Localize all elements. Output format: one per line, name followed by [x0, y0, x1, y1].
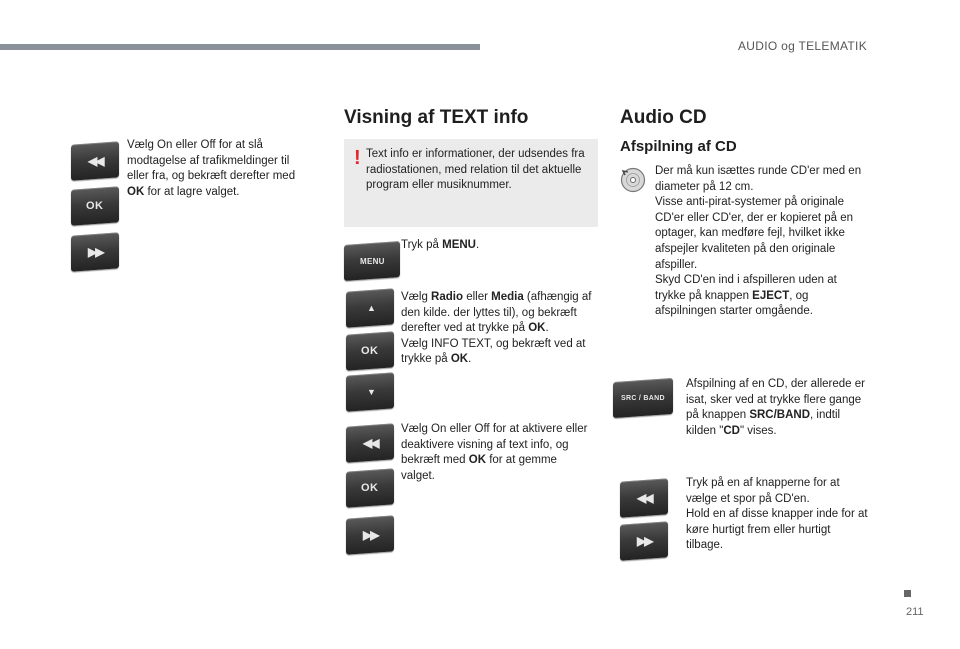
- info-note: [344, 139, 598, 227]
- src-band-label: SRC / BAND: [621, 394, 665, 402]
- cd-source-paragraph: Afspilning af en CD, der allerede er isat, sker ved at trykke flere gange på knappen SRC/BAND, indtil kilden "CD" vises.: [686, 378, 865, 437]
- arrow-up-icon: ▲: [366, 303, 374, 314]
- ok-label: OK: [86, 200, 104, 212]
- fast-forward-icon: ▶▶: [87, 245, 103, 259]
- fast-forward-icon: ▶▶: [636, 534, 652, 548]
- cd-info-paragraph: Der må kun isættes runde CD'er med en diameter på 12 cm. Visse anti-pirat-systemer på originale CD'er eller CD'er, der er kopieret på en optager, kan medføre fejl, hvilket ikke afspejler kvaliteten på den originale afspiller. Skyd CD'en ind i afspilleren uden at trykke på knappen EJECT, og afspilningen starter omgående.: [655, 165, 862, 318]
- next-button[interactable]: [71, 232, 119, 271]
- header-bar: [0, 44, 480, 50]
- play-cd-subtitle: Afspilning af CD: [620, 138, 737, 155]
- page-marker: [904, 590, 911, 597]
- prev-button[interactable]: [71, 141, 119, 180]
- fast-forward-icon: ▶▶: [362, 528, 378, 542]
- text-info-title: Visning af TEXT info: [344, 107, 529, 128]
- arrow-down-icon: ▼: [366, 387, 374, 398]
- menu-label: MENU: [359, 256, 385, 266]
- ok-label: OK: [361, 482, 379, 494]
- down-button[interactable]: [346, 372, 394, 411]
- prev-button-2[interactable]: [346, 423, 394, 462]
- prev-track-button[interactable]: [620, 478, 668, 517]
- rewind-icon: ◀◀: [636, 491, 652, 505]
- traffic-instruction: Vælg On eller Off for at slå modtagelse af trafikmeldinger til eller fra, og bekræft derefter med OK for at lagre valget.: [127, 139, 296, 198]
- ok-button[interactable]: [71, 186, 119, 225]
- note-text: Text info er informationer, der udsendes fra radiostationen, med relation til det aktuelle program eller musiknummer.: [366, 148, 585, 192]
- up-button[interactable]: [346, 288, 394, 327]
- audio-cd-title: Audio CD: [620, 107, 707, 128]
- ok-button-2[interactable]: [346, 331, 394, 370]
- ok-button-3[interactable]: [346, 468, 394, 507]
- menu-button[interactable]: [344, 241, 400, 281]
- cd-icon: [620, 167, 646, 193]
- step-select-source: Vælg Radio eller Media (afhængig af den kilde. der lyttes til), og bekræft derefter ved at trykke på OK. Vælg INFO TEXT, og bekræft ved at trykke på OK.: [401, 291, 592, 366]
- next-button-2[interactable]: [346, 515, 394, 554]
- warning-icon: !: [354, 147, 361, 169]
- src-band-button[interactable]: [613, 378, 673, 418]
- cd-track-paragraph: Tryk på en af knapperne for at vælge et spor på CD'en. Hold en af disse knapper inde for at køre hurtigt frem eller hurtigt tilbage.: [686, 477, 868, 552]
- rewind-icon: ◀◀: [362, 436, 378, 450]
- ok-label: OK: [361, 345, 379, 357]
- next-track-button[interactable]: [620, 521, 668, 560]
- rewind-icon: ◀◀: [87, 154, 103, 168]
- step-menu: Tryk på MENU.: [401, 239, 480, 251]
- step-toggle-text-info: Vælg On eller Off for at aktivere eller deaktivere visning af text info, og bekræft med OK for at gemme valget.: [401, 423, 588, 482]
- page-number: 211: [906, 606, 924, 618]
- header-title: AUDIO og TELEMATIK: [738, 39, 867, 53]
